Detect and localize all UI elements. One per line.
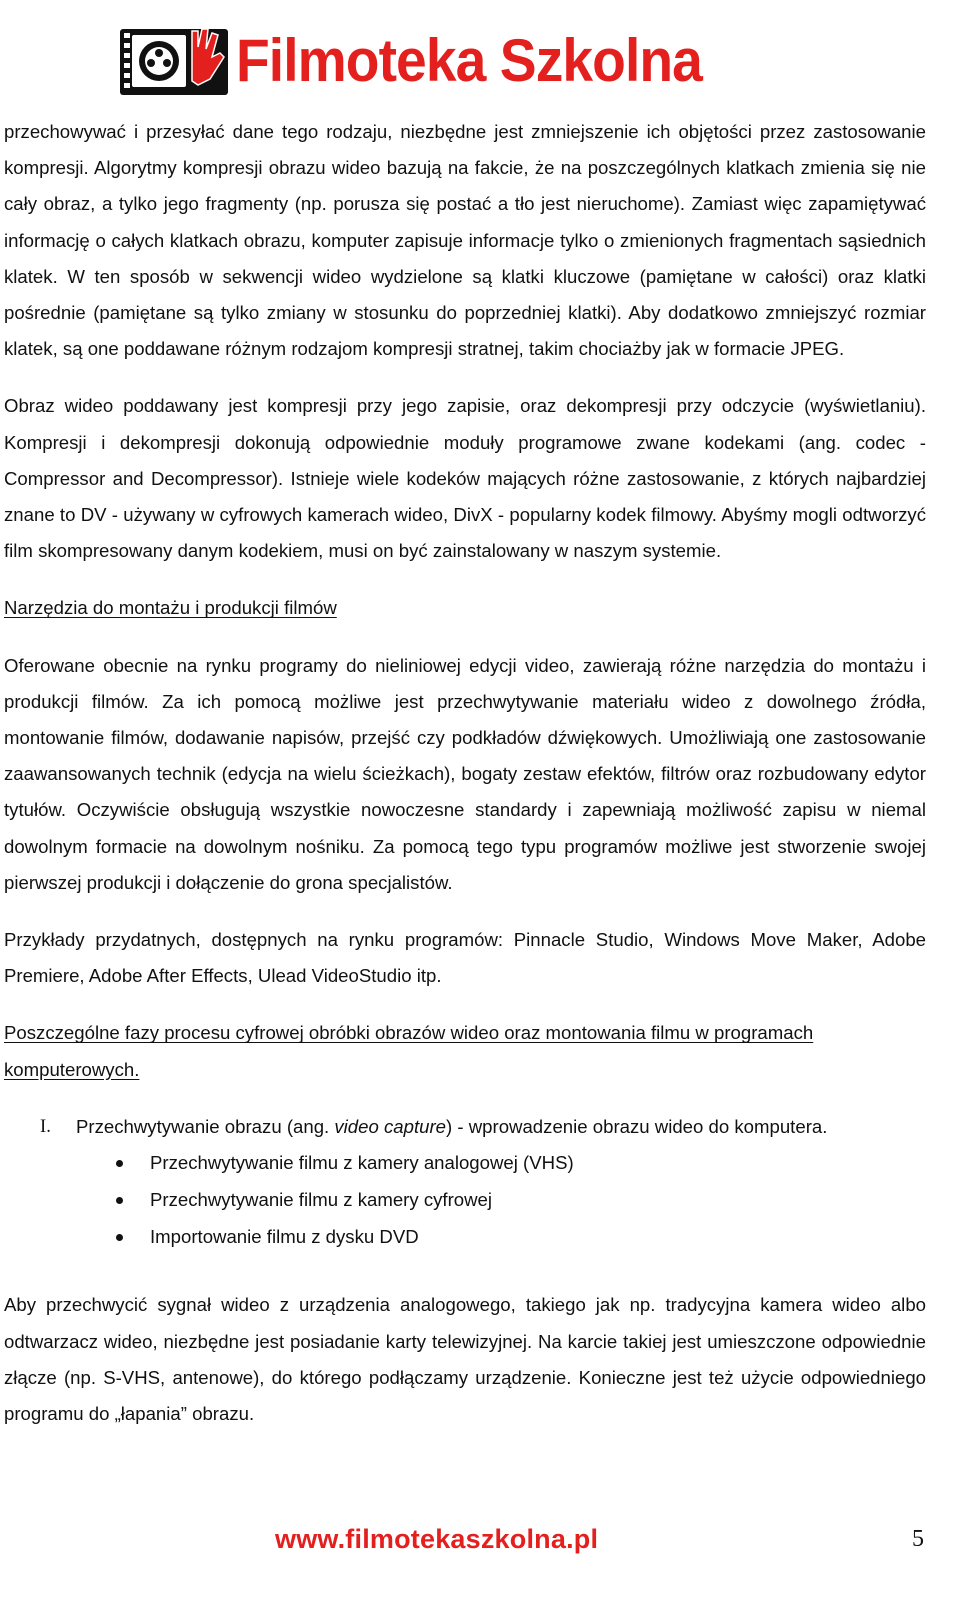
section-heading: Narzędzia do montażu i produkcji filmów	[4, 597, 337, 619]
roman-list-item	[4, 1109, 926, 1145]
paragraph: Obraz wideo poddawany jest kompresji przy jego zapisie, oraz dekompresji przy odczycie (wyświetlaniu). Kompresji i dekompresji dokonują odpowiednie moduły programowe zwane kodekami (ang. codec - Compressor and Decompressor). Istnieje wiele kodeków mających różne zastosowanie, z których najbardziej znane to DV - używany w cyfrowych kamerach wideo, DivX - popularny kodek filmowy. Abyśmy mogli odtworzyć film skompresowany danym kodekiem, musi on być zainstalowany w naszym systemie.	[4, 395, 926, 562]
roman-text-part: ) - wprowadzenie obrazu wideo do komputera.	[446, 1115, 828, 1137]
roman-text-emphasis: video capture	[334, 1115, 447, 1137]
roman-numeral: I.	[40, 1115, 51, 1137]
footer-url-link[interactable]: www.filmotekaszkolna.pl	[275, 1524, 599, 1554]
header	[118, 22, 742, 100]
paragraph: Oferowane obecnie na rynku programy do nieliniowej edycji video, zawierają różne narzędzia do montażu i produkcji filmów. Za ich pomocą możliwe jest przechwytywanie materiału wideo z dowolnego źródła, montowanie filmów, dodawanie napisów, przejść czy podkładów dźwiękowych. Umożliwiają one zastosowanie zaawansowanych technik (edycja na wielu ścieżkach), bogaty zestaw efektów, filtrów oraz rozbudowany edytor tytułów. Oczywiście obsługują wszystkie nowoczesne standardy i zapewniają możliwość zapisu w niemal dowolnym formacie na dowolnym nośniku. Za pomocą tego typu programów możliwe jest stworzenie swojej pierwszej produkcji i dołączenie do grona specjalistów.	[4, 654, 926, 893]
paragraph: przechowywać i przesyłać dane tego rodzaju, niezbędne jest zmniejszenie ich objętości przez zastosowanie kompresji. Algorytmy kompresji obrazu wideo bazują na fakcie, że na poszczególnych klatkach zmienia się nie cały obraz, a tylko jego fragmenty (np. porusza się postać a tło jest nieruchome). Zamiast więc zapamiętywać informację o całych klatkach obrazu, komputer zapisuje informacje tylko o zmienionych fragmentach sąsiednich klatek. W ten sposób w sekwencji wideo wydzielone są klatki kluczowe (pamiętane w całości) oraz klatki pośrednie (pamiętane są tylko zmiany w stosunku do poprzedniej klatki). Aby dodatkowo zmniejszyć rozmiar klatek, są one poddawane różnym rodzajom kompresji stratnej, takim chociażby jak w formacie JPEG.	[4, 121, 926, 360]
list-item: Importowanie filmu z dysku DVD	[4, 1219, 926, 1256]
section-heading: Poszczególne fazy procesu cyfrowej obróbki obrazów wideo oraz montowania filmu w programach komputerowych.	[4, 1022, 814, 1080]
paragraph: Przykłady przydatnych, dostępnych na rynku programów: Pinnacle Studio, Windows Move Maker, Adobe Premiere, Adobe After Effects, Ulead VideoStudio itp.	[4, 929, 926, 987]
roman-item-text	[76, 1109, 827, 1145]
bullet-list	[4, 1145, 926, 1255]
page-number: 5	[912, 1526, 924, 1552]
document-body	[4, 114, 926, 1432]
list-item: Przechwytywanie filmu z kamery analogowej (VHS)	[4, 1145, 926, 1182]
logo-text: Filmoteka Szkolna	[236, 27, 702, 94]
roman-text-part: Przechwytywanie obrazu (ang.	[76, 1115, 335, 1137]
film-strip-hand-icon	[118, 23, 230, 99]
paragraph: Aby przechwycić sygnał wideo z urządzenia analogowego, takiego jak np. tradycyjna kamera wideo albo odtwarzacz wideo, niezbędne jest posiadanie karty telewizyjnej. Na karcie takiej jest umieszczone odpowiednie złącze (np. S-VHS, antenowe), do którego podłączamy urządzenie. Konieczne jest też użycie odpowiedniego programu do „łapania” obrazu.	[4, 1294, 926, 1425]
list-item: Przechwytywanie filmu z kamery cyfrowej	[4, 1182, 926, 1219]
